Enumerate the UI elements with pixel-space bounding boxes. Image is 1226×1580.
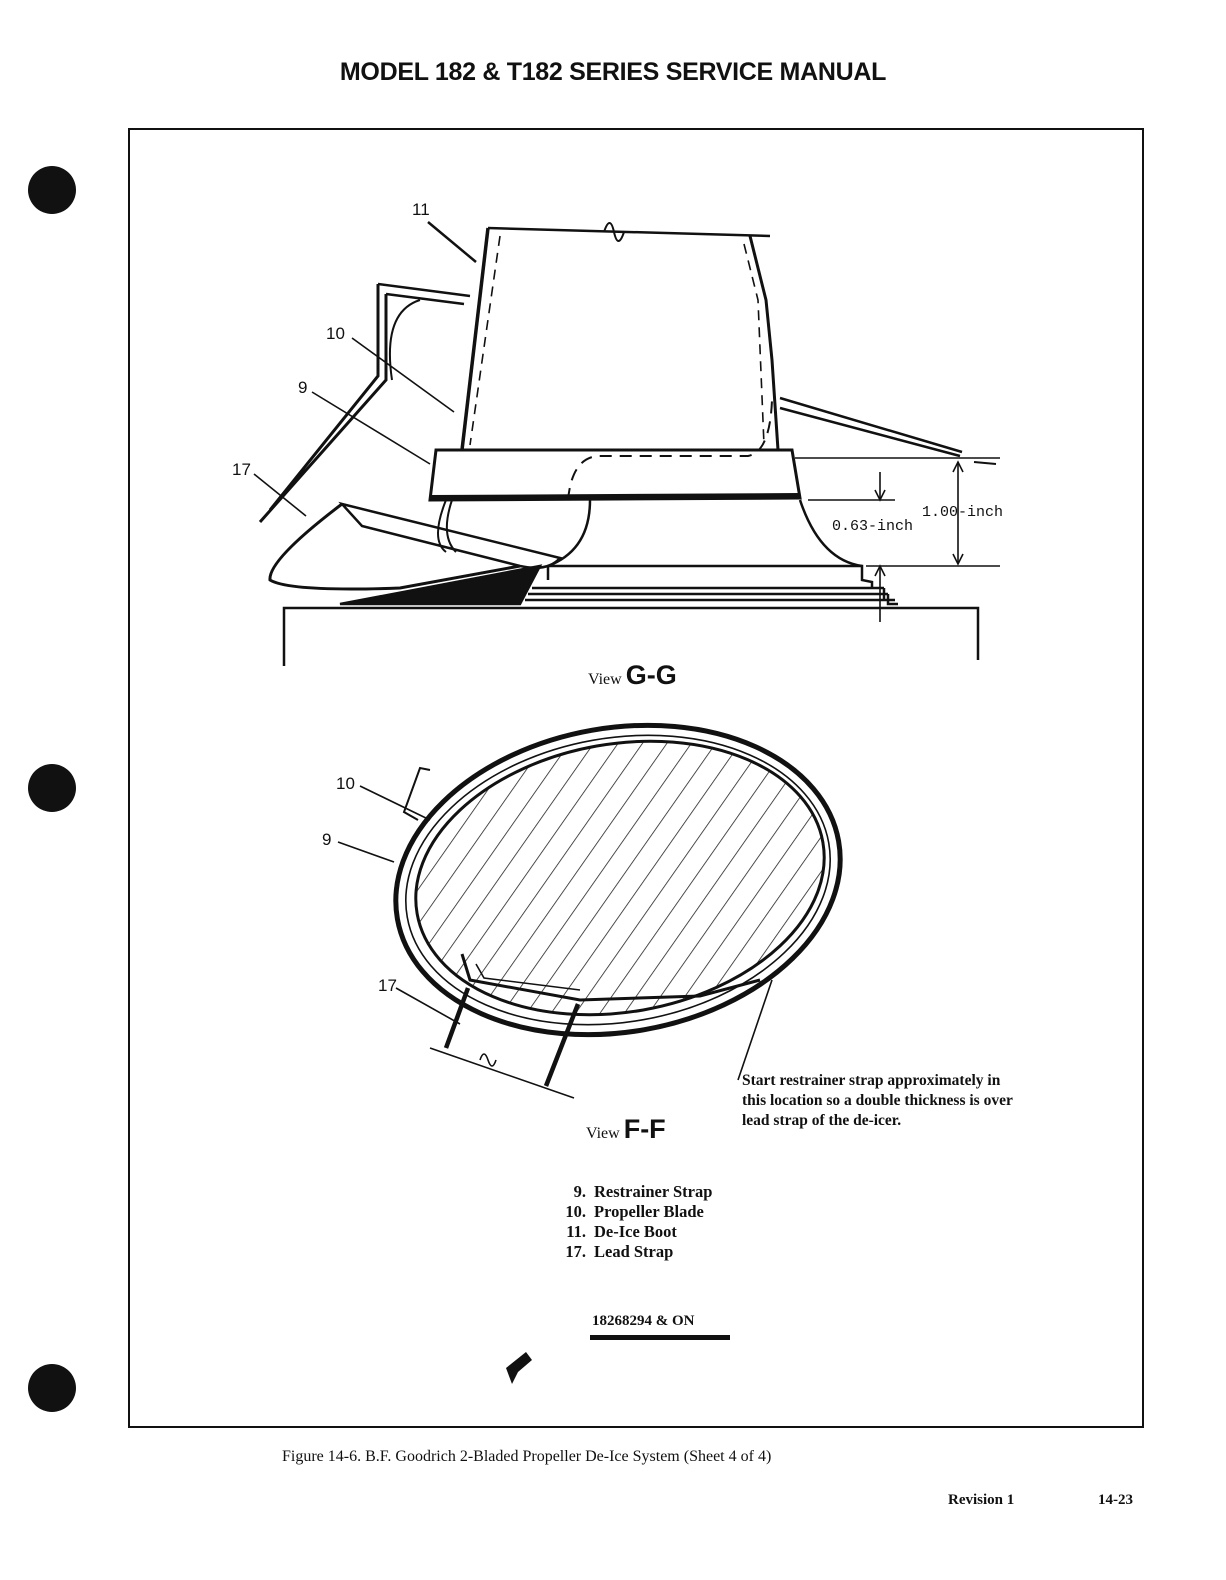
legend-item: 10. Propeller Blade xyxy=(565,1202,704,1221)
installation-note: Start restrainer strap approximately in this location so a double thickness is over lead strap of the de-icer. xyxy=(742,1072,1013,1129)
callout-9: 9 xyxy=(322,830,332,849)
callout-11: 11 xyxy=(412,200,430,219)
callout-17: 17 xyxy=(378,976,397,995)
callout-10: 10 xyxy=(326,324,345,343)
revision-label: Revision 1 xyxy=(948,1492,1015,1508)
page-header-title: MODEL 182 & T182 SERIES SERVICE MANUAL xyxy=(339,58,887,86)
view-g-g-drawing xyxy=(254,222,1000,666)
view-g-label: View G-G xyxy=(588,660,677,690)
figure-caption: Figure 14-6. B.F. Goodrich 2-Bladed Propeller De-Ice System (Sheet 4 of 4) xyxy=(282,1448,772,1465)
legend-item: 17. Lead Strap xyxy=(565,1242,674,1261)
dimension-outer: 1.00-inch xyxy=(922,504,1004,521)
dimension-inner: 0.63-inch xyxy=(832,518,914,535)
parts-legend xyxy=(544,1182,712,1262)
callout-10: 10 xyxy=(336,774,355,793)
callout-9: 9 xyxy=(298,378,308,397)
effectivity-label: 18268294 & ON xyxy=(592,1313,695,1329)
callout-17: 17 xyxy=(232,460,251,479)
effectivity-underline xyxy=(590,1335,730,1340)
view-f-f-drawing xyxy=(338,691,865,1098)
legend-item: 11. De-Ice Boot xyxy=(566,1222,677,1241)
pointing-hand-icon xyxy=(506,1352,532,1384)
legend-item: 9. Restrainer Strap xyxy=(573,1182,713,1201)
page-number: 14-23 xyxy=(1098,1492,1133,1508)
view-f-label: View F-F xyxy=(586,1114,666,1144)
